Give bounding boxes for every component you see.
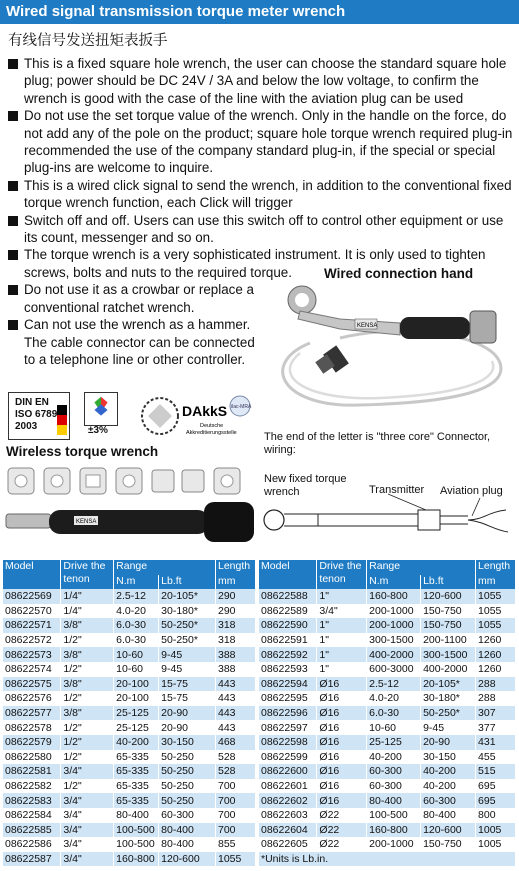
table-cell: 288 bbox=[476, 677, 516, 692]
table-cell: 80-400 bbox=[114, 808, 159, 823]
table-cell: 695 bbox=[476, 779, 516, 794]
table-cell: 20-105* bbox=[421, 677, 476, 692]
table-cell: 9-45 bbox=[159, 647, 216, 662]
table-row bbox=[3, 691, 256, 706]
table-footnote-row bbox=[259, 852, 516, 867]
table-cell: 6.0-30 bbox=[114, 633, 159, 648]
table-cell: 1" bbox=[317, 662, 367, 677]
table-cell: 08622580 bbox=[3, 750, 61, 765]
table-cell: 08622591 bbox=[259, 633, 317, 648]
table-cell: 1/4" bbox=[61, 589, 114, 604]
table-cell: Ø22 bbox=[317, 808, 367, 823]
table-row bbox=[3, 604, 256, 619]
table-cell: 100-500 bbox=[367, 808, 421, 823]
table-cell: 800 bbox=[476, 808, 516, 823]
table-cell: 1" bbox=[317, 618, 367, 633]
ilac-text: ilac-MRA bbox=[231, 404, 252, 410]
dakks-logo bbox=[140, 392, 256, 440]
table-cell: 9-45 bbox=[159, 662, 216, 677]
table-cell: 08622582 bbox=[3, 779, 61, 794]
table-row bbox=[3, 750, 256, 765]
table-cell: 6.0-30 bbox=[367, 706, 421, 721]
table-cell: Ø16 bbox=[317, 706, 367, 721]
table-cell: 4.0-20 bbox=[114, 604, 159, 619]
table-cell: 388 bbox=[215, 647, 255, 662]
table-row bbox=[259, 720, 516, 735]
table-cell: 50-250 bbox=[159, 793, 216, 808]
table-row bbox=[259, 808, 516, 823]
table-cell: 1005 bbox=[476, 823, 516, 838]
brand-label: KENSA bbox=[76, 519, 97, 525]
table-cell: 60-300 bbox=[367, 764, 421, 779]
table-cell: 120-600 bbox=[159, 852, 216, 867]
table-footnote: *Units is Lb.in. bbox=[259, 852, 516, 867]
table-cell: 08622596 bbox=[259, 706, 317, 721]
bullet-item: Switch off and off. Users can use this switch off to control other equipment or use its count, messenger and so on. bbox=[6, 212, 516, 247]
table-row bbox=[3, 764, 256, 779]
table-cell: 3/8" bbox=[61, 618, 114, 633]
table-cell: 3/4" bbox=[61, 837, 114, 852]
wireless-wrench-image bbox=[4, 462, 259, 558]
table-cell: 3/8" bbox=[61, 677, 114, 692]
table-cell: 695 bbox=[476, 793, 516, 808]
table-cell: 3/4" bbox=[317, 604, 367, 619]
bullet-item: This is a wired click signal to send the wrench, in addition to the conventional fixed torque wrench function, each Click will trigger bbox=[6, 177, 516, 212]
wireless-label: Wireless torque wrench bbox=[6, 444, 159, 459]
table-cell: 3/4" bbox=[61, 823, 114, 838]
spec-table-right bbox=[259, 560, 516, 866]
table-row bbox=[259, 677, 516, 692]
table-cell: 20-90 bbox=[159, 706, 216, 721]
table-cell: 08622594 bbox=[259, 677, 317, 692]
table-cell: 468 bbox=[215, 735, 255, 750]
table-row bbox=[3, 779, 256, 794]
table-cell: 1/2" bbox=[61, 633, 114, 648]
table-cell: 1055 bbox=[476, 604, 516, 619]
table-cell: 65-335 bbox=[114, 750, 159, 765]
table-cell: 200-1000 bbox=[367, 604, 421, 619]
col-lbft: Lb.ft bbox=[421, 575, 476, 590]
col-model: Model bbox=[3, 560, 61, 589]
table-cell: 290 bbox=[215, 589, 255, 604]
table-cell: 08622588 bbox=[259, 589, 317, 604]
aviation-plug-label: Aviation plug bbox=[440, 485, 503, 497]
table-cell: 08622579 bbox=[3, 735, 61, 750]
col-length: Length bbox=[215, 560, 255, 575]
table-cell: 528 bbox=[215, 750, 255, 765]
table-cell: 1/2" bbox=[61, 720, 114, 735]
spec-table-left bbox=[3, 560, 256, 866]
table-row bbox=[259, 837, 516, 852]
table-cell: 100-500 bbox=[114, 837, 159, 852]
table-cell: 08622577 bbox=[3, 706, 61, 721]
table-cell: 08622598 bbox=[259, 735, 317, 750]
table-cell: 1/2" bbox=[61, 779, 114, 794]
table-row bbox=[3, 793, 256, 808]
table-cell: 08622592 bbox=[259, 647, 317, 662]
table-cell: 1055 bbox=[476, 618, 516, 633]
table-cell: 65-335 bbox=[114, 779, 159, 794]
table-cell: 15-75 bbox=[159, 691, 216, 706]
din-text: DIN EN bbox=[15, 397, 49, 408]
table-cell: 08622599 bbox=[259, 750, 317, 765]
col-mm: mm bbox=[215, 575, 255, 590]
table-cell: 08622583 bbox=[3, 793, 61, 808]
table-cell: 4.0-20 bbox=[367, 691, 421, 706]
table-cell: 3/4" bbox=[61, 764, 114, 779]
table-cell: 1/2" bbox=[61, 750, 114, 765]
table-row bbox=[3, 706, 256, 721]
table-cell: Ø16 bbox=[317, 691, 367, 706]
table-cell: Ø22 bbox=[317, 823, 367, 838]
table-cell: 10-60 bbox=[114, 647, 159, 662]
table-cell: Ø16 bbox=[317, 793, 367, 808]
table-cell: 300-1500 bbox=[421, 647, 476, 662]
table-cell: 08622589 bbox=[259, 604, 317, 619]
dakks-text: DAkkS bbox=[182, 403, 228, 419]
table-cell: 08622571 bbox=[3, 618, 61, 633]
table-row bbox=[259, 735, 516, 750]
table-cell: 65-335 bbox=[114, 764, 159, 779]
table-cell: 60-300 bbox=[367, 779, 421, 794]
table-cell: 40-200 bbox=[421, 764, 476, 779]
table-cell: 200-1000 bbox=[367, 618, 421, 633]
table-cell: 700 bbox=[215, 808, 255, 823]
table-cell: 1005 bbox=[476, 837, 516, 852]
table-row bbox=[259, 662, 516, 677]
col-nm: N.m bbox=[114, 575, 159, 590]
table-cell: 318 bbox=[215, 618, 255, 633]
dakks-sub1: Deutsche bbox=[200, 423, 224, 429]
table-cell: 160-800 bbox=[114, 852, 159, 867]
table-cell: 08622587 bbox=[3, 852, 61, 867]
accuracy-icon bbox=[84, 392, 118, 426]
col-length: Length bbox=[476, 560, 516, 575]
table-row bbox=[3, 808, 256, 823]
table-cell: 400-2000 bbox=[421, 662, 476, 677]
wired-connection-label: Wired connection hand bbox=[324, 266, 474, 281]
table-cell: 3/8" bbox=[61, 647, 114, 662]
iso-text: ISO 6789 bbox=[15, 409, 58, 420]
table-cell: 08622602 bbox=[259, 793, 317, 808]
dakks-sub2: Akkreditierungsstelle bbox=[186, 430, 237, 436]
table-cell: 2.5-12 bbox=[114, 589, 159, 604]
german-flag-icon bbox=[57, 405, 67, 435]
table-cell: 431 bbox=[476, 735, 516, 750]
table-row bbox=[259, 779, 516, 794]
table-cell: 443 bbox=[215, 706, 255, 721]
table-cell: 443 bbox=[215, 720, 255, 735]
connector-note: The end of the letter is "three core" Connector, wiring: bbox=[264, 431, 491, 456]
table-cell: 200-1000 bbox=[367, 837, 421, 852]
table-cell: 08622604 bbox=[259, 823, 317, 838]
table-cell: 1260 bbox=[476, 647, 516, 662]
table-cell: 10-60 bbox=[367, 720, 421, 735]
table-cell: 50-250* bbox=[159, 633, 216, 648]
table-cell: 290 bbox=[215, 604, 255, 619]
table-cell: 08622581 bbox=[3, 764, 61, 779]
bullet-item: Can not use the wrench as a hammer. The cable connector can be connected to a telephone line or other controller. bbox=[6, 316, 264, 368]
table-cell: 1055 bbox=[215, 852, 255, 867]
accuracy-text: ±3% bbox=[88, 425, 108, 436]
table-cell: 30-150 bbox=[159, 735, 216, 750]
table-cell: 40-200 bbox=[114, 735, 159, 750]
table-cell: Ø22 bbox=[317, 837, 367, 852]
table-cell: 2.5-12 bbox=[367, 677, 421, 692]
table-row bbox=[3, 720, 256, 735]
table-row bbox=[3, 852, 256, 867]
table-cell: 9-45 bbox=[421, 720, 476, 735]
col-range: Range bbox=[367, 560, 476, 575]
table-cell: 3/8" bbox=[61, 706, 114, 721]
table-row bbox=[3, 735, 256, 750]
year-text: 2003 bbox=[15, 421, 38, 432]
table-cell: 1055 bbox=[476, 589, 516, 604]
table-cell: 08622590 bbox=[259, 618, 317, 633]
table-cell: 855 bbox=[215, 837, 255, 852]
bullet-item: This is a fixed square hole wrench, the user can choose the standard square hole plug; power should be DC 24V / 3A and below the low voltage, to confirm the wrench is good with the case of the line with the aviation plug can be used bbox=[6, 55, 516, 107]
table-cell: 600-3000 bbox=[367, 662, 421, 677]
table-row bbox=[259, 706, 516, 721]
table-cell: 08622569 bbox=[3, 589, 61, 604]
table-cell: 25-125 bbox=[114, 706, 159, 721]
table-row bbox=[259, 618, 516, 633]
table-row bbox=[3, 589, 256, 604]
table-cell: 1/2" bbox=[61, 662, 114, 677]
table-cell: 08622573 bbox=[3, 647, 61, 662]
table-cell: 60-300 bbox=[159, 808, 216, 823]
bullet-item: Do not use it as a crowbar or replace a conventional ratchet wrench. bbox=[6, 281, 274, 316]
table-cell: 60-300 bbox=[421, 793, 476, 808]
table-cell: 08622597 bbox=[259, 720, 317, 735]
table-cell: 50-250* bbox=[421, 706, 476, 721]
table-cell: 08622603 bbox=[259, 808, 317, 823]
table-cell: 20-100 bbox=[114, 691, 159, 706]
fixed-wrench-label: New fixed torque wrench bbox=[264, 473, 347, 498]
table-cell: 528 bbox=[215, 764, 255, 779]
table-cell: 08622576 bbox=[3, 691, 61, 706]
table-row bbox=[259, 764, 516, 779]
table-cell: 400-2000 bbox=[367, 647, 421, 662]
table-row bbox=[3, 647, 256, 662]
table-cell: 08622574 bbox=[3, 662, 61, 677]
table-cell: 50-250 bbox=[159, 764, 216, 779]
din-iso-badge bbox=[8, 392, 70, 440]
table-row bbox=[259, 750, 516, 765]
table-row bbox=[259, 691, 516, 706]
table-cell: 25-125 bbox=[367, 735, 421, 750]
table-cell: 08622600 bbox=[259, 764, 317, 779]
table-cell: 6.0-30 bbox=[114, 618, 159, 633]
table-cell: Ø16 bbox=[317, 764, 367, 779]
table-cell: 120-600 bbox=[421, 589, 476, 604]
table-cell: 150-750 bbox=[421, 618, 476, 633]
table-cell: 1/2" bbox=[61, 691, 114, 706]
table-cell: 80-400 bbox=[367, 793, 421, 808]
table-cell: 700 bbox=[215, 823, 255, 838]
col-drive: Drive the tenon bbox=[317, 560, 367, 589]
table-cell: 20-90 bbox=[421, 735, 476, 750]
table-cell: 160-800 bbox=[367, 823, 421, 838]
table-cell: 700 bbox=[215, 793, 255, 808]
table-cell: 1/2" bbox=[61, 735, 114, 750]
table-cell: 10-60 bbox=[114, 662, 159, 677]
table-cell: 1260 bbox=[476, 633, 516, 648]
table-cell: 3/4" bbox=[61, 852, 114, 867]
table-cell: 25-125 bbox=[114, 720, 159, 735]
table-cell: 40-200 bbox=[367, 750, 421, 765]
table-cell: 455 bbox=[476, 750, 516, 765]
table-row bbox=[3, 633, 256, 648]
table-cell: 30-180* bbox=[421, 691, 476, 706]
table-cell: 3/4" bbox=[61, 793, 114, 808]
table-cell: 288 bbox=[476, 691, 516, 706]
table-cell: 08622575 bbox=[3, 677, 61, 692]
brand-label: KENSA bbox=[357, 323, 378, 329]
table-row bbox=[3, 677, 256, 692]
page-title: Wired signal transmission torque meter wrench bbox=[0, 0, 519, 24]
table-cell: 65-335 bbox=[114, 793, 159, 808]
col-drive: Drive the tenon bbox=[61, 560, 114, 589]
table-cell: 08622601 bbox=[259, 779, 317, 794]
table-cell: 20-100 bbox=[114, 677, 159, 692]
table-cell: 20-90 bbox=[159, 720, 216, 735]
table-cell: 50-250 bbox=[159, 750, 216, 765]
col-mm: mm bbox=[476, 575, 516, 590]
table-cell: 30-180* bbox=[159, 604, 216, 619]
table-cell: 120-600 bbox=[421, 823, 476, 838]
table-row bbox=[259, 604, 516, 619]
table-cell: 08622593 bbox=[259, 662, 317, 677]
table-cell: Ø16 bbox=[317, 735, 367, 750]
table-row bbox=[3, 823, 256, 838]
table-cell: 150-750 bbox=[421, 837, 476, 852]
chinese-title: 有线信号发送扭矩表扳手 bbox=[8, 33, 168, 49]
table-cell: 08622578 bbox=[3, 720, 61, 735]
table-cell: 1/4" bbox=[61, 604, 114, 619]
table-row bbox=[259, 647, 516, 662]
table-cell: 20-105* bbox=[159, 589, 216, 604]
table-cell: 08622586 bbox=[3, 837, 61, 852]
table-cell: 318 bbox=[215, 633, 255, 648]
table-cell: 300-1500 bbox=[367, 633, 421, 648]
col-range: Range bbox=[114, 560, 216, 575]
table-row bbox=[259, 793, 516, 808]
col-nm: N.m bbox=[367, 575, 421, 590]
table-row bbox=[259, 589, 516, 604]
table-cell: Ø16 bbox=[317, 677, 367, 692]
col-lbft: Lb.ft bbox=[159, 575, 216, 590]
table-cell: 1260 bbox=[476, 662, 516, 677]
table-cell: 443 bbox=[215, 691, 255, 706]
table-cell: 08622572 bbox=[3, 633, 61, 648]
table-cell: 40-200 bbox=[421, 779, 476, 794]
table-row bbox=[259, 823, 516, 838]
table-cell: 443 bbox=[215, 677, 255, 692]
table-cell: 08622585 bbox=[3, 823, 61, 838]
table-cell: 08622570 bbox=[3, 604, 61, 619]
table-cell: Ø16 bbox=[317, 720, 367, 735]
bullet-item: Do not use the set torque value of the wrench. Only in the handle on the force, do not add any of the pole on the product; square hole torque wrench required plug-in recommended the use of the company standard plug-in, if the special or special plug-ins are welcome to inquire. bbox=[6, 107, 516, 177]
table-row bbox=[259, 633, 516, 648]
table-cell: 515 bbox=[476, 764, 516, 779]
table-cell: 80-400 bbox=[421, 808, 476, 823]
table-cell: 08622595 bbox=[259, 691, 317, 706]
table-cell: 700 bbox=[215, 779, 255, 794]
table-cell: 377 bbox=[476, 720, 516, 735]
table-cell: 3/4" bbox=[61, 808, 114, 823]
table-row bbox=[3, 837, 256, 852]
table-cell: 80-400 bbox=[159, 837, 216, 852]
transmitter-label: Transmitter bbox=[369, 484, 425, 496]
table-cell: 160-800 bbox=[367, 589, 421, 604]
table-cell: 307 bbox=[476, 706, 516, 721]
table-row bbox=[3, 662, 256, 677]
col-model: Model bbox=[259, 560, 317, 589]
table-cell: 100-500 bbox=[114, 823, 159, 838]
table-cell: 50-250 bbox=[159, 779, 216, 794]
table-row bbox=[3, 618, 256, 633]
table-cell: Ø16 bbox=[317, 779, 367, 794]
table-cell: 1" bbox=[317, 633, 367, 648]
table-cell: 150-750 bbox=[421, 604, 476, 619]
table-cell: 1" bbox=[317, 589, 367, 604]
table-cell: 50-250* bbox=[159, 618, 216, 633]
table-cell: 15-75 bbox=[159, 677, 216, 692]
table-cell: Ø16 bbox=[317, 750, 367, 765]
table-cell: 1" bbox=[317, 647, 367, 662]
bullet-item: The torque wrench is a very sophisticated instrument. It is only used to tighten screws, bolts and nuts to the required torque. bbox=[6, 246, 506, 281]
table-cell: 80-400 bbox=[159, 823, 216, 838]
table-cell: 08622584 bbox=[3, 808, 61, 823]
table-cell: 30-150 bbox=[421, 750, 476, 765]
table-cell: 200-1100 bbox=[421, 633, 476, 648]
wired-wrench-image bbox=[270, 283, 518, 413]
table-cell: 388 bbox=[215, 662, 255, 677]
table-cell: 08622605 bbox=[259, 837, 317, 852]
